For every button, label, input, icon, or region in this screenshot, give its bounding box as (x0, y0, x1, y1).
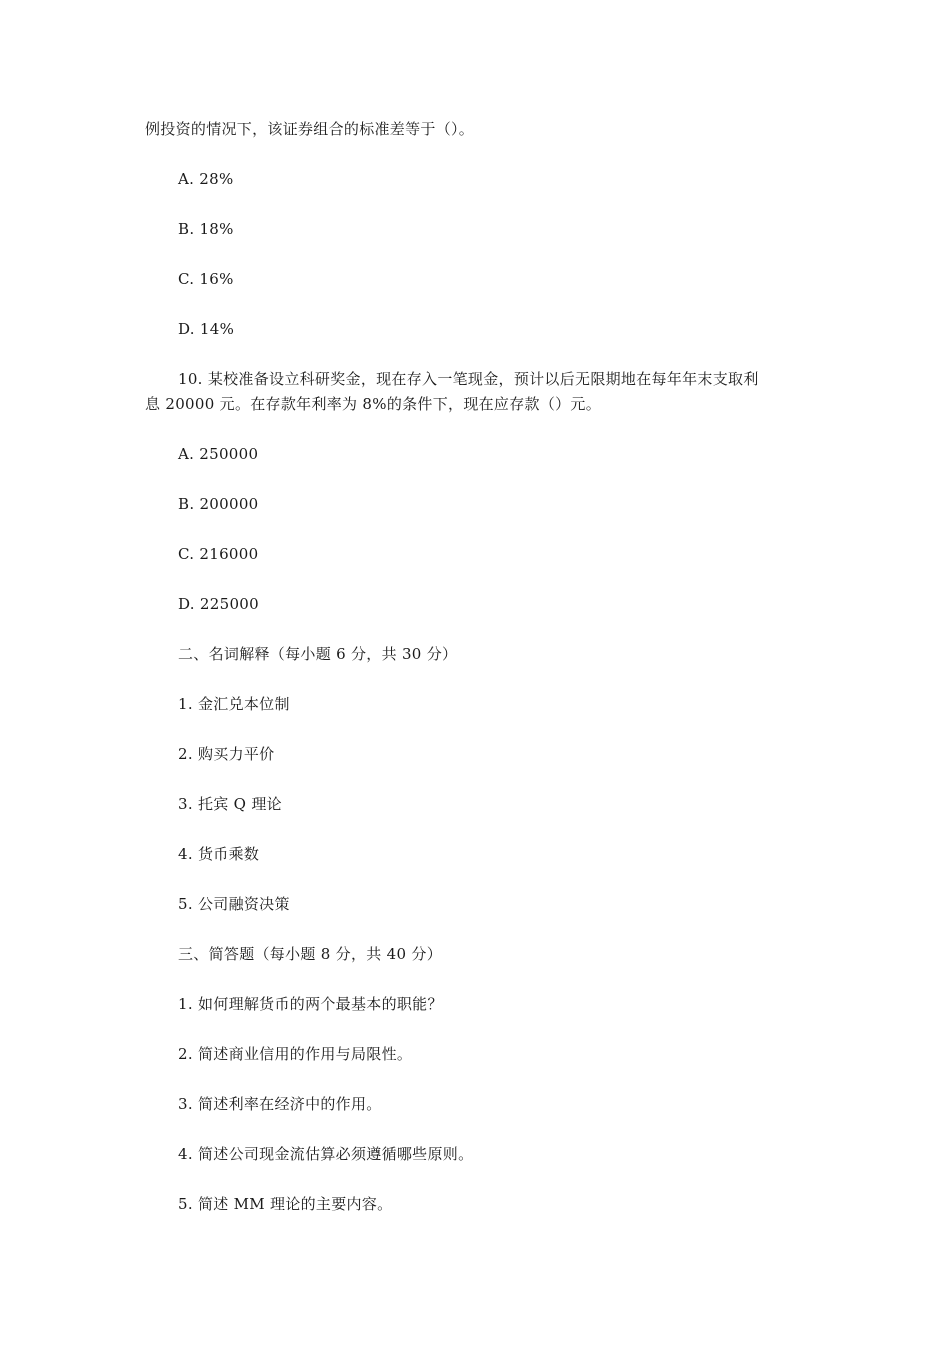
section-3-item-1: 1. 如何理解货币的两个最基本的职能？ (178, 995, 443, 1013)
question-9-option-d: D. 14% (178, 320, 235, 338)
section-2-item-1: 1. 金汇兑本位制 (178, 695, 290, 713)
section-3-item-4: 4. 简述公司现金流估算必须遵循哪些原则。 (178, 1145, 474, 1163)
section-2-item-5: 5. 公司融资决策 (178, 895, 290, 913)
section-3-item-5: 5. 简述 MM 理论的主要内容。 (178, 1195, 393, 1213)
question-10-line-1: 10. 某校准备设立科研奖金，现在存入一笔现金，预计以后无限期地在每年年末支取利 (178, 370, 759, 388)
section-2-item-2: 2. 购买力平价 (178, 745, 275, 763)
section-2-item-4: 4. 货币乘数 (178, 845, 260, 863)
section-3-item-3: 3. 简述利率在经济中的作用。 (178, 1095, 382, 1113)
question-9-option-a: A. 28% (178, 170, 234, 188)
section-2-item-3: 3. 托宾 Q 理论 (178, 795, 282, 813)
section-2-heading: 二、名词解释（每小题 6 分，共 30 分） (178, 645, 458, 663)
question-9-option-c: C. 16% (178, 270, 234, 288)
question-9-continuation: 例投资的情况下，该证券组合的标准差等于（）。 (145, 120, 475, 138)
question-10-option-b: B. 200000 (178, 495, 259, 513)
question-9-option-b: B. 18% (178, 220, 234, 238)
question-10-option-d: D. 225000 (178, 595, 259, 613)
section-3-heading: 三、简答题（每小题 8 分，共 40 分） (178, 945, 443, 963)
section-3-item-2: 2. 简述商业信用的作用与局限性。 (178, 1045, 413, 1063)
question-10-option-a: A. 250000 (178, 445, 259, 463)
question-10-line-2: 息 20000 元。在存款年利率为 8%的条件下，现在应存款（）元。 (145, 395, 602, 413)
question-10-option-c: C. 216000 (178, 545, 259, 563)
